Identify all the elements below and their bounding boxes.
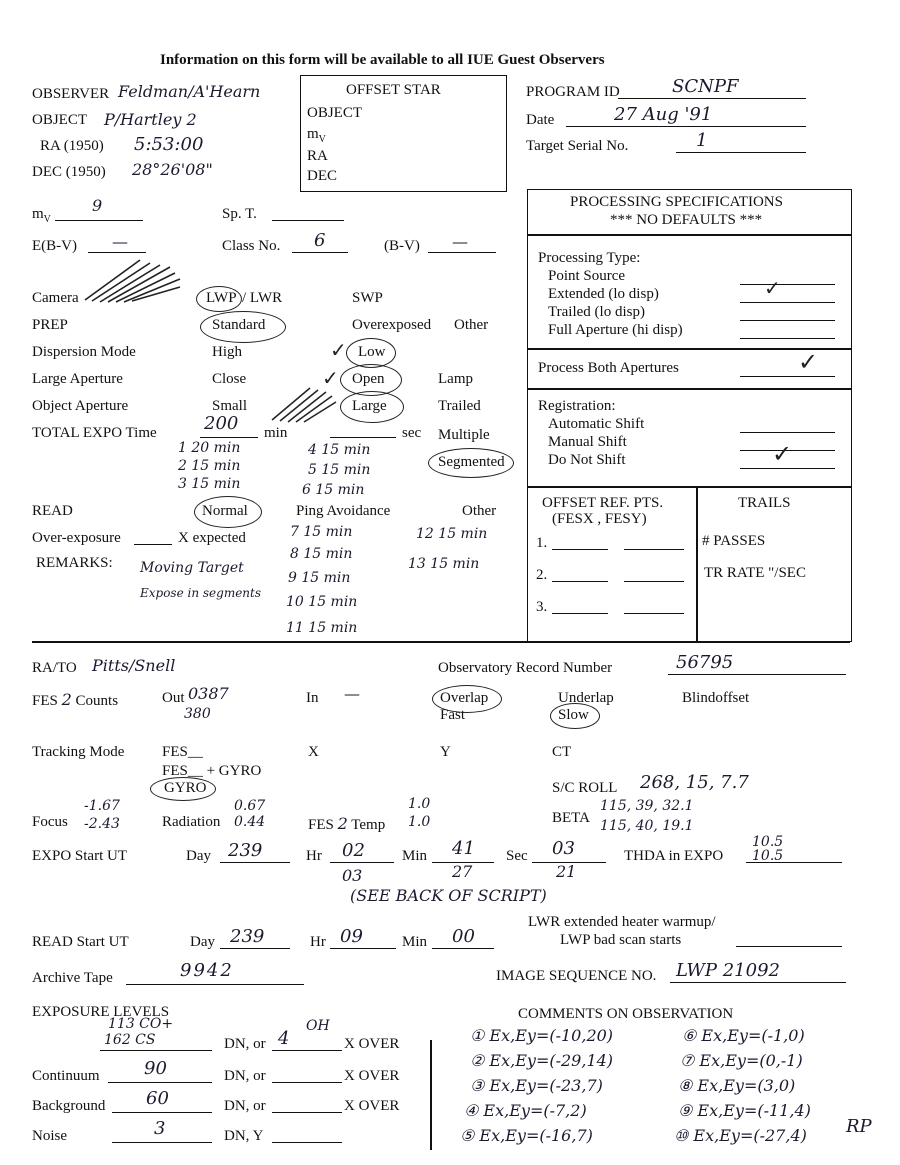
sec-value-1: 03 [552,838,575,859]
min-value-2: 27 [452,862,473,881]
lwp-option: LWP [206,290,237,306]
read-day-value: 239 [230,926,265,947]
comment-3: ③ Ex,Ey=(-23,7) [470,1076,603,1095]
comments-title: COMMENTS ON OBSERVATION [518,1006,734,1022]
section-divider [32,641,850,643]
donot-check-icon: ✓ [772,440,793,468]
extended-check-icon: ✓ [764,276,781,300]
processing-subtitle: *** NO DEFAULTS *** [610,212,763,228]
roll-label: S/C ROLL [552,780,618,796]
noise-label: Noise [32,1128,67,1144]
read-other-option: Other [462,503,497,519]
read-hr-label: Hr [310,934,326,950]
class-value: 6 [314,230,326,251]
sec-value-2: 21 [556,862,577,881]
background-value: 60 [146,1088,169,1109]
trailed-label: Trailed (lo disp) [548,304,645,320]
temp-value-1: 1.0 [408,796,431,812]
trailed-option: Trailed [438,398,481,414]
read-min-value: 00 [452,926,475,947]
fes-counts-label: FES 2 Counts [32,690,119,709]
beta-value-1: 115, 39, 32.1 [600,798,694,814]
slow-option: Slow [558,707,589,723]
day-label: Day [186,848,211,864]
observer-value: Feldman/A'Hearn [118,82,261,101]
beta-label: BETA [552,810,590,826]
trails-label: TRAILS [738,495,791,511]
initials: RP [846,1116,872,1137]
ra-label: RA (1950) [40,138,104,154]
close-option: Close [212,371,247,387]
passes-label: # PASSES [702,533,766,549]
remark-1: Moving Target [140,560,244,576]
min-unit: min [264,425,288,441]
registration-label: Registration: [538,398,616,414]
mv-label: $m_V$ [32,206,51,225]
fes-temp-label: FES 2 Temp [308,814,386,833]
program-id-underline [618,98,806,99]
dec-label: DEC (1950) [32,164,106,180]
lamp-option: Lamp [438,371,473,387]
offset-dec-label: DEC [307,168,337,184]
both-apertures-label: Process Both Apertures [538,360,679,376]
continuum-value: 90 [144,1058,167,1079]
processing-type-label: Processing Type: [538,250,641,266]
serial-value: 1 [696,130,708,151]
standard-option: Standard [212,317,266,333]
focus-value-1: -1.67 [84,798,120,814]
normal-option: Normal [202,503,248,519]
ebv-underline [88,252,146,253]
offset-mv-label: $m_V$ [307,126,326,145]
comment-6: ⑥ Ex,Ey=(-1,0) [682,1026,805,1045]
blindoffset-option: Blindoffset [682,690,750,706]
ebv-value: — [112,232,128,251]
record-label: Observatory Record Number [438,660,613,676]
ct-label: CT [552,744,572,760]
mv-underline [55,220,143,221]
day-value: 239 [228,840,263,861]
mv-value: 9 [92,196,103,215]
processing-box [527,189,852,488]
comment-7: ⑦ Ex,Ey=(0,-1) [680,1051,803,1070]
large-aperture-label: Large Aperture [32,371,123,387]
radiation-value-1: 0.67 [234,798,266,814]
comments-divider [430,1040,432,1150]
image-seq-label: IMAGE SEQUENCE NO. [496,968,657,984]
archive-label: Archive Tape [32,970,113,986]
manual-shift-label: Manual Shift [548,434,627,450]
comment-2: ② Ex,Ey=(-29,14) [470,1051,614,1070]
offset-ref-box: OFFSET REF. PTS. (FESX , FESY) TRAILS 1. 2. 3. # PASSES TR RATE "/SEC [527,486,852,642]
lwr-heater-label: LWR extended heater warmup/ [528,914,716,930]
focus-value-2: -2.43 [84,816,120,832]
offset-object-label: OBJECT [307,105,363,121]
noise-value: 3 [154,1118,166,1139]
read-start-label: READ Start UT [32,934,129,950]
program-id-label: PROGRAM ID [526,84,620,100]
offset-star-box [300,75,507,192]
ping-option: Ping Avoidance [296,503,391,519]
exposure-title: EXPOSURE LEVELS [32,1004,170,1020]
underlap-option: Underlap [558,690,614,706]
low-option: Low [358,344,386,360]
comment-8: ⑧ Ex,Ey=(3,0) [678,1076,796,1095]
tracking-fes: FES__ [162,744,203,760]
see-back-note: (SEE BACK OF SCRIPT) [350,886,547,905]
radiation-label: Radiation [162,814,221,830]
hr-value-2: 03 [342,866,363,885]
camera-label: Camera [32,290,79,306]
point-source-label: Point Source [548,268,626,284]
remarks-label: REMARKS: [36,555,113,571]
x-expected-label: X expected [178,530,246,546]
large-option: Large [352,398,387,414]
expo-start-label: EXPO Start UT [32,848,127,864]
hr-label: Hr [306,848,322,864]
tracking-label: Tracking Mode [32,744,125,760]
small-option: Small [212,398,248,414]
out-label: Out [162,690,185,706]
lwr-option: / LWR [242,290,283,306]
oh-label: OH [306,1018,330,1034]
focus-label: Focus [32,814,68,830]
thda-label: THDA in EXPO [624,848,724,864]
fast-option: Fast [440,707,466,723]
lwp-bad-label: LWP bad scan starts [560,932,682,948]
out-value-2: 380 [184,706,211,722]
overlap-option: Overlap [440,690,489,706]
comment-4: ④ Ex,Ey=(-7,2) [464,1101,587,1120]
comment-1: ① Ex,Ey=(-10,20) [470,1026,614,1045]
rato-label: RA/TO [32,660,77,676]
read-label: READ [32,503,73,519]
object-label: OBJECT [32,112,88,128]
overexposed-option: Overexposed [352,317,432,333]
read-min-label: Min [402,934,428,950]
prep-label: PREP [32,317,68,333]
rato-value: Pitts/Snell [92,656,176,675]
archive-value: 9942 [180,960,234,981]
tracking-gyro: GYRO [164,780,207,796]
processing-title: PROCESSING SPECIFICATIONS [570,194,783,210]
other-option: Other [454,317,489,333]
total-expo-label: TOTAL EXPO Time [32,425,157,441]
radiation-value-2: 0.44 [234,814,266,830]
sec-label: Sec [506,848,528,864]
bv-value: — [452,232,468,251]
exposure-line-1b: 162 CS [104,1032,156,1048]
high-option: High [212,344,242,360]
continuum-label: Continuum [32,1068,100,1084]
oh-value: 4 [278,1028,290,1049]
segmented-option: Segmented [438,454,505,470]
beta-value-2: 115, 40, 19.1 [600,818,694,834]
read-day-label: Day [190,934,215,950]
image-seq-value: LWP 21092 [676,960,780,981]
comment-10: ⑩ Ex,Ey=(-27,4) [674,1126,807,1145]
both-check-icon: ✓ [798,348,819,376]
dec-value: 28°26'08" [132,160,213,179]
temp-value-2: 1.0 [408,814,431,830]
program-id-value: SCNPF [672,76,739,97]
min-value-1: 41 [452,838,475,859]
extended-label: Extended (lo disp) [548,286,659,302]
background-label: Background [32,1098,106,1114]
observer-label: OBSERVER [32,86,110,102]
x-label: X [308,744,319,760]
full-aperture-label: Full Aperture (hi disp) [548,322,683,338]
offset-ref-sub: (FESX , FESY) [552,511,647,527]
offset-ref-title: OFFSET REF. PTS. [542,495,664,511]
auto-shift-label: Automatic Shift [548,416,645,432]
dispersion-label: Dispersion Mode [32,344,136,360]
roll-value: 268, 15, 7.7 [640,772,749,793]
thda-value-2: 10.5 [752,848,784,864]
class-underline [292,252,348,253]
hr-value-1: 02 [342,840,365,861]
donot-shift-label: Do Not Shift [548,452,626,468]
date-value: 27 Aug '91 [614,104,713,125]
multiple-option: Multiple [438,427,490,443]
date-underline [566,126,806,127]
date-label: Date [526,112,555,128]
object-aperture-label: Object Aperture [32,398,129,414]
spt-label: Sp. T. [222,206,257,222]
tracking-fes-gyro: FES__ + GYRO [162,763,262,779]
comment-5: ⑤ Ex,Ey=(-16,7) [460,1126,593,1145]
sec-unit: sec [402,425,422,441]
form-title: Information on this form will be available to all IUE Guest Observers [160,52,605,68]
spt-underline [272,220,344,221]
bv-underline [428,252,496,253]
serial-label: Target Serial No. [526,138,629,154]
thda-value-1: 10.5 [752,834,784,850]
total-expo-value: 200 [204,413,239,434]
swp-option: SWP [352,290,383,306]
serial-underline [676,152,806,153]
object-value: P/Hartley 2 [104,110,197,129]
ra-value: 5:53:00 [134,134,204,155]
in-value: — [344,684,360,703]
in-label: In [306,690,319,706]
record-value: 56795 [676,652,734,673]
open-option: Open [352,371,385,387]
remark-2: Expose in segments [140,586,262,600]
exposure-line-1a: 113 CO+ [108,1016,174,1032]
offset-ra-label: RA [307,148,328,164]
overexposure-label: Over-exposure [32,530,121,546]
comment-9: ⑨ Ex,Ey=(-11,4) [678,1101,811,1120]
read-hr-value: 09 [340,926,363,947]
class-label: Class No. [222,238,281,254]
tr-rate-label: TR RATE "/SEC [704,565,806,581]
offset-star-title: OFFSET STAR [346,82,441,98]
bv-label: (B-V) [384,238,420,254]
ebv-label: E(B-V) [32,238,77,254]
camera-scribble [80,255,185,305]
min-label: Min [402,848,428,864]
y-label: Y [440,744,451,760]
out-value-1: 0387 [188,684,229,703]
